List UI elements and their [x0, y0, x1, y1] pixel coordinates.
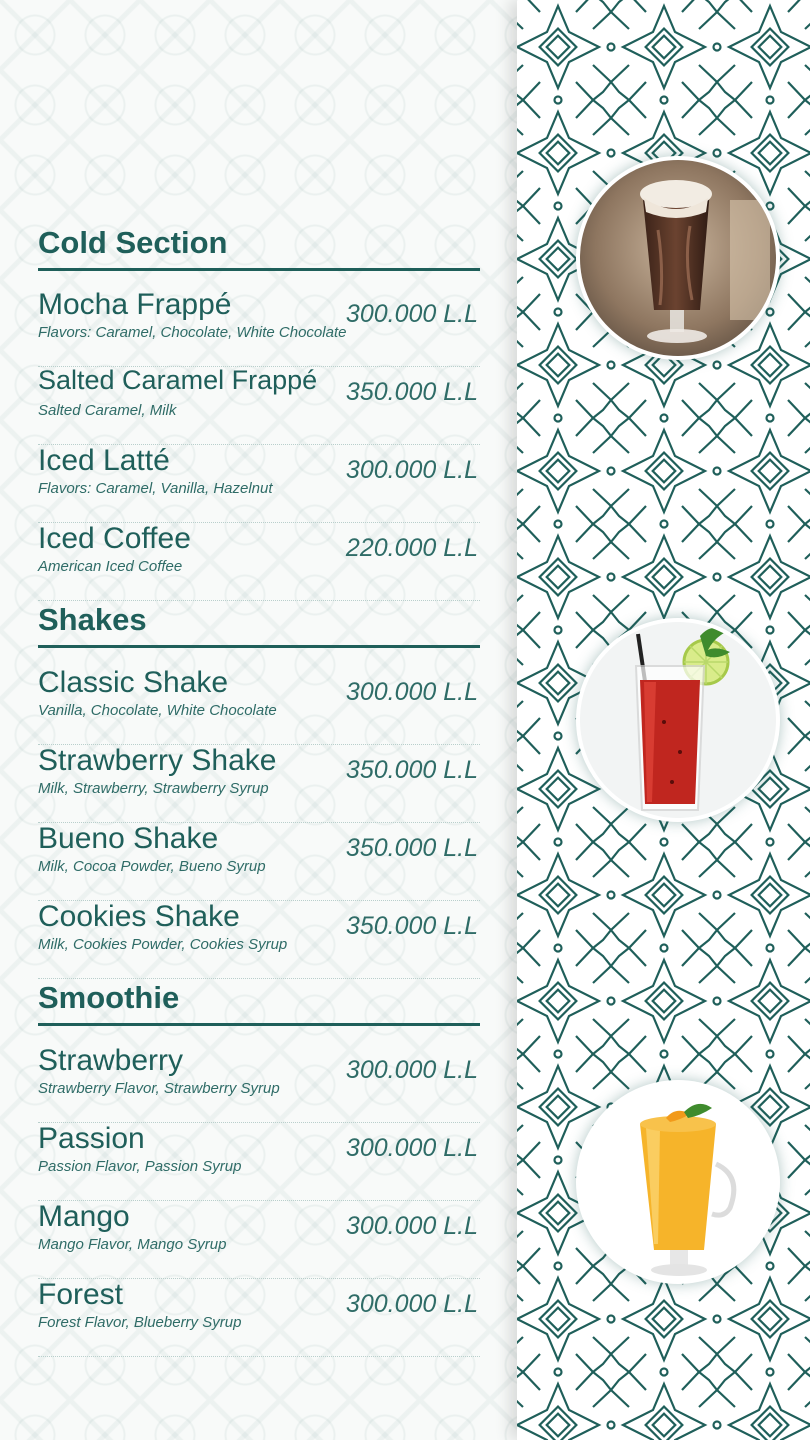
item-description: Flavors: Caramel, Vanilla, Hazelnut [38, 480, 273, 497]
menu-item [38, 288, 480, 367]
item-price: 300.000 L.L [345, 1290, 478, 1318]
item-price: 300.000 L.L [345, 1134, 478, 1162]
item-name: Strawberry [38, 1044, 184, 1077]
item-price: 300.000 L.L [345, 456, 478, 484]
item-description: Passion Flavor, Passion Syrup [38, 1158, 242, 1175]
decor-panel [517, 0, 810, 1440]
section-rule [38, 1023, 480, 1026]
item-price: 220.000 L.L [345, 534, 478, 562]
item-description: Milk, Cookies Powder, Cookies Syrup [38, 936, 288, 953]
menu-item [38, 666, 480, 745]
section-title-shakes: Shakes [38, 602, 147, 637]
menu-item [38, 1278, 480, 1357]
item-name: Cookies Shake [38, 900, 240, 933]
menu-item [38, 900, 480, 979]
menu-item [38, 1200, 480, 1279]
menu-item [38, 444, 480, 523]
item-name: Mocha Frappé [38, 288, 232, 321]
item-description: Milk, Cocoa Powder, Bueno Syrup [38, 858, 266, 875]
section-rule [38, 268, 480, 271]
item-description: Salted Caramel, Milk [38, 402, 177, 419]
item-name: Iced Coffee [38, 522, 191, 555]
mocha-frappe-photo [580, 160, 776, 356]
item-price: 350.000 L.L [345, 378, 478, 406]
item-description: American Iced Coffee [38, 558, 183, 575]
item-name: Classic Shake [38, 666, 229, 699]
item-price: 300.000 L.L [345, 1212, 478, 1240]
item-price: 350.000 L.L [345, 912, 478, 940]
item-name: Iced Latté [38, 444, 170, 477]
item-name: Mango [38, 1200, 130, 1233]
menu-item [38, 522, 480, 601]
menu-item [38, 1122, 480, 1201]
item-name: Passion [38, 1122, 145, 1155]
menu-item [38, 366, 480, 445]
item-description: Vanilla, Chocolate, White Chocolate [38, 702, 277, 719]
item-price: 350.000 L.L [345, 756, 478, 784]
item-price: 300.000 L.L [345, 1056, 478, 1084]
section-rule [38, 645, 480, 648]
item-description: Mango Flavor, Mango Syrup [38, 1236, 227, 1253]
item-description: Forest Flavor, Blueberry Syrup [38, 1314, 242, 1331]
item-name: Salted Caramel Frappé [38, 365, 318, 395]
item-price: 300.000 L.L [345, 678, 478, 706]
section-title-cold: Cold Section [38, 225, 228, 260]
menu-item [38, 822, 480, 901]
section-title-smoothie: Smoothie [38, 980, 180, 1015]
mango-smoothie-photo [580, 1084, 776, 1280]
menu-item [38, 1044, 480, 1123]
item-description: Strawberry Flavor, Strawberry Syrup [38, 1080, 280, 1097]
item-price: 300.000 L.L [345, 300, 478, 328]
item-description: Flavors: Caramel, Chocolate, White Chocolate [38, 324, 347, 341]
menu-item [38, 744, 480, 823]
item-name: Forest [38, 1278, 124, 1311]
item-name: Strawberry Shake [38, 744, 277, 777]
item-name: Bueno Shake [38, 822, 219, 855]
item-price: 350.000 L.L [345, 834, 478, 862]
strawberry-juice-photo [580, 622, 776, 818]
item-description: Milk, Strawberry, Strawberry Syrup [38, 780, 269, 797]
